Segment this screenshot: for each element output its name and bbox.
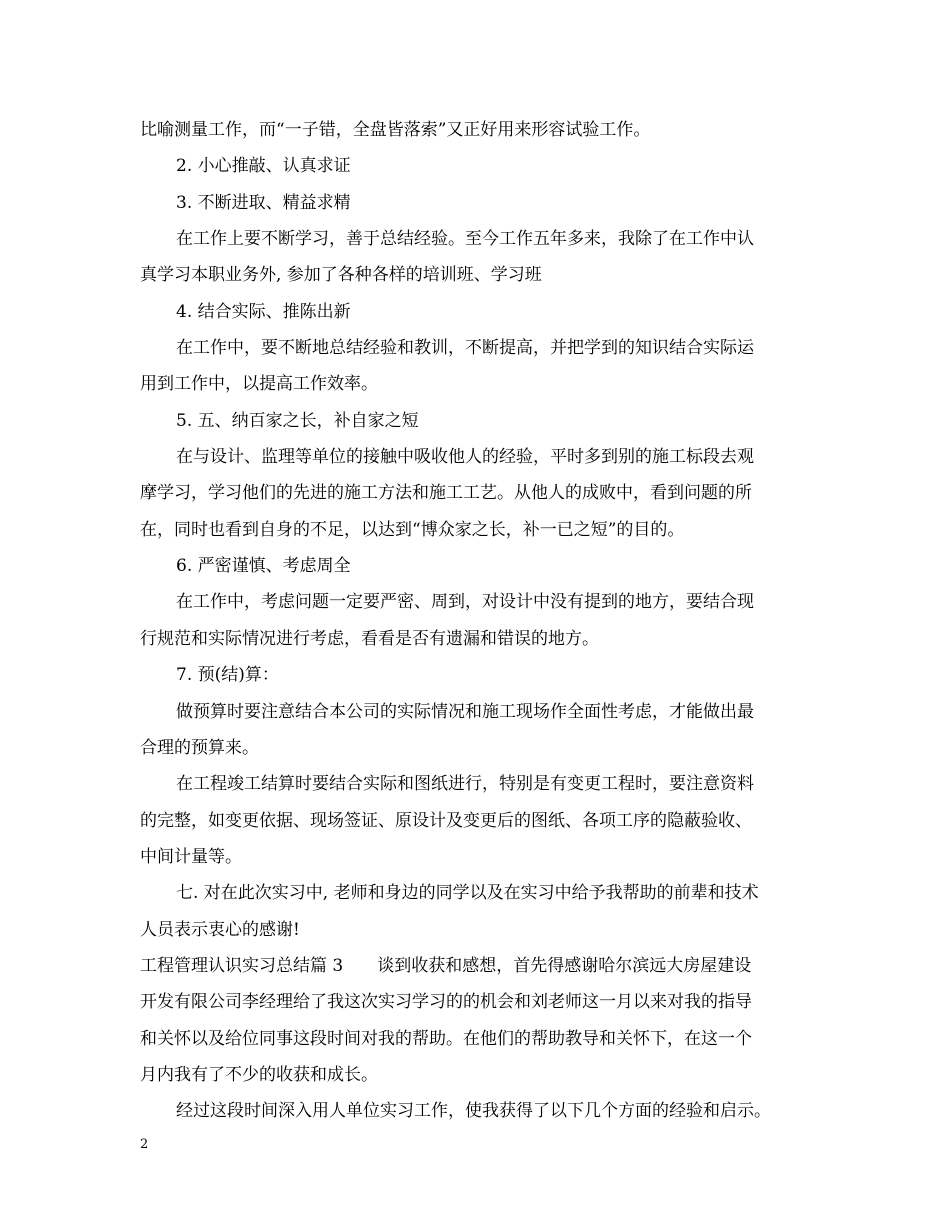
text-line: 真学习本职业务外, 参加了各种各样的培训班、学习班	[140, 265, 542, 286]
text-line: 的完整，如变更依据、现场签证、原设计及变更后的图纸、各项工序的隐蔽验收、	[140, 810, 752, 831]
text-line: 3. 不断进取、精益求精	[176, 192, 351, 213]
text-line: 用到工作中，以提高工作效率。	[140, 374, 378, 395]
page-number: 2	[140, 1137, 149, 1152]
text-line: 在工程竣工结算时要结合实际和图纸进行，特别是有变更工程时，要注意资料	[176, 774, 754, 795]
text-line: 在，同时也看到自身的不足，以达到“博众家之长，补一已之短”的目的。	[140, 519, 685, 540]
text-line: 做预算时要注意结合本公司的实际情况和施工现场作全面性考虑，才能做出最	[176, 701, 754, 722]
text-line: 2. 小心推敲、认真求证	[176, 156, 351, 177]
text-line: 行规范和实际情况进行考虑，看看是否有遗漏和错误的地方。	[140, 628, 599, 649]
text-line: 6. 严密谨慎、考虑周全	[176, 556, 351, 577]
body-text	[140, 112, 830, 1130]
text-line: 5. 五、纳百家之长，补自家之短	[176, 410, 419, 431]
text-line: 开发有限公司李经理给了我这次实习学习的的机会和刘老师这一月以来对我的指导	[140, 992, 752, 1013]
text-line: 7. 预(结)算：	[176, 665, 279, 686]
text-line: 在工作上要不断学习，善于总结经验。至今工作五年多来，我除了在工作中认	[176, 229, 754, 250]
text-line: 4. 结合实际、推陈出新	[176, 301, 351, 322]
text-line: 经过这段时间深入用人单位实习工作，使我获得了以下几个方面的经验和启示。	[176, 1101, 771, 1122]
text-line: 和关怀以及给位同事这段时间对我的帮助。在他们的帮助教导和关怀下，在这一个	[140, 1028, 752, 1049]
text-line: 比喻测量工作，而“一子错，全盘皆落索”又正好用来形容试验工作。	[140, 120, 651, 140]
text-line: 人员表示衷心的感谢!	[140, 919, 300, 940]
text-line: 在工作中，要不断地总结经验和教训，不断提高，并把学到的知识结合实际运	[176, 338, 754, 359]
text-line: 中间计量等。	[140, 846, 242, 867]
text-line: 摩学习，学习他们的先进的施工方法和施工工艺。从他人的成败中，看到问题的所	[140, 483, 752, 504]
text-line: 在工作中，考虑问题一定要严密、周到，对设计中没有提到的地方，要结合现	[176, 592, 754, 613]
text-line: 在与设计、监理等单位的接触中吸收他人的经验，平时多到别的施工标段去观	[176, 447, 754, 468]
text-line: 合理的预算来。	[140, 737, 259, 758]
text-line: 七. 对在此次实习中, 老师和身边的同学以及在实习中给予我帮助的前辈和技术	[176, 883, 759, 904]
text-line: 月内我有了不少的收获和成长。	[140, 1064, 378, 1085]
text-line: 工程管理认识实习总结篇 3 谈到收获和感想，首先得感谢哈尔滨远大房屋建设	[140, 955, 752, 976]
